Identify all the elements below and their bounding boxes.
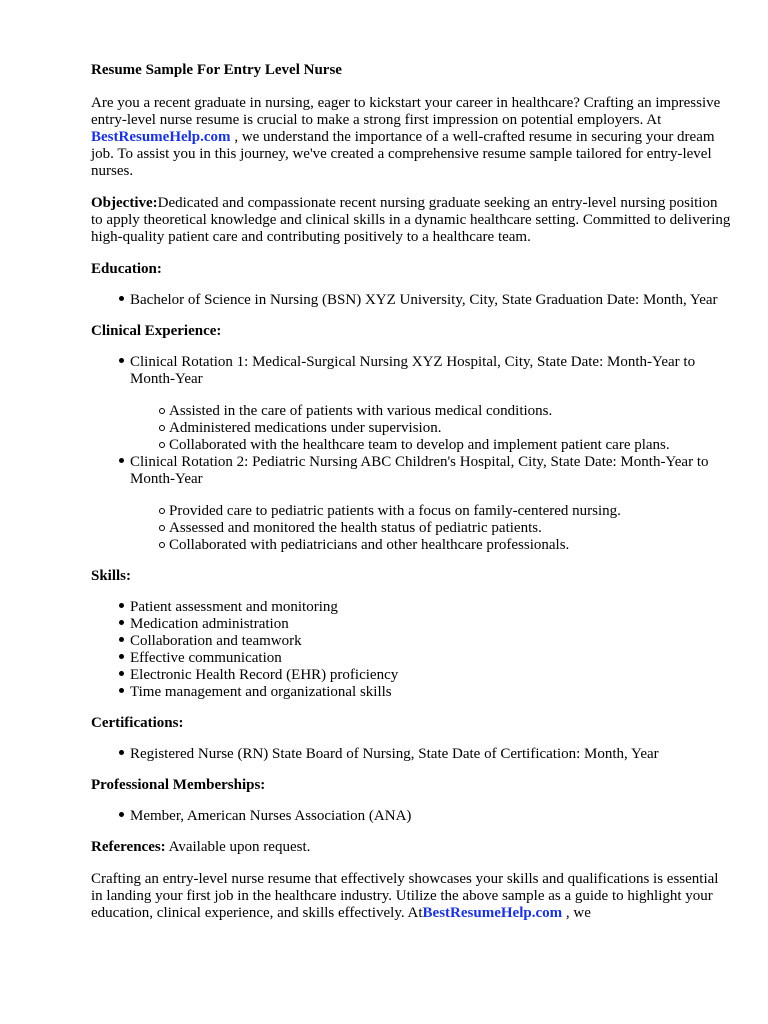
- skill-text: Effective communication: [130, 650, 282, 666]
- list-item: [169, 520, 731, 537]
- skill-text: Medication administration: [130, 616, 289, 632]
- circle-bullet-icon: [159, 525, 165, 531]
- rotation-title: Clinical Rotation 2: Pediatric Nursing ABC Children's Hospital, City, State Date: Month-Year to Month-Year: [130, 454, 709, 487]
- skills-heading: Skills:: [91, 568, 132, 584]
- list-item: [130, 616, 731, 633]
- list-item: [130, 454, 731, 554]
- list-item: [130, 650, 731, 667]
- bullet-icon: [119, 358, 124, 363]
- closing-text-start: Crafting an entry-level nurse resume that effectively showcases your skills and qualifications is essential in landing your first job in the healthcare industry. Utilize the above sample as a guide to highlight your education, clinical experience, and skills effectively. At: [91, 871, 719, 921]
- memberships-list: [91, 808, 731, 825]
- membership-text: Member, American Nurses Association (ANA): [130, 808, 412, 824]
- circle-bullet-icon: [159, 542, 165, 548]
- bullet-icon: [119, 688, 124, 693]
- bullet-icon: [119, 812, 124, 817]
- objective-label: Objective:: [91, 195, 158, 211]
- references-text: Available upon request.: [165, 839, 311, 855]
- closing-paragraph: [91, 871, 731, 922]
- duty-text: Provided care to pediatric patients with a focus on family-centered nursing.: [169, 503, 621, 519]
- rotation-duties-list: [130, 403, 731, 454]
- list-item: [169, 437, 731, 454]
- list-item: [130, 354, 731, 454]
- intro-text-end: , we understand the importance of a well-crafted resume in securing your dream job. To assist you in this journey, we've created a comprehensive resume sample tailored for entry-level nurses.: [91, 129, 715, 179]
- rotation-title: Clinical Rotation 1: Medical-Surgical Nursing XYZ Hospital, City, State Date: Month-Year to Month-Year: [130, 354, 696, 387]
- bullet-icon: [119, 671, 124, 676]
- bullet-icon: [119, 637, 124, 642]
- document-page: [91, 62, 731, 937]
- skills-list: [91, 599, 731, 701]
- duty-text: Assessed and monitored the health status of pediatric patients.: [169, 520, 542, 536]
- bullet-icon: [119, 654, 124, 659]
- list-item: [130, 667, 731, 684]
- bullet-icon: [119, 620, 124, 625]
- skill-text: Electronic Health Record (EHR) proficiency: [130, 667, 399, 683]
- circle-bullet-icon: [159, 442, 165, 448]
- skill-text: Collaboration and teamwork: [130, 633, 302, 649]
- circle-bullet-icon: [159, 408, 165, 414]
- duty-text: Assisted in the care of patients with various medical conditions.: [169, 403, 553, 419]
- circle-bullet-icon: [159, 508, 165, 514]
- duty-text: Collaborated with pediatricians and other healthcare professionals.: [169, 537, 570, 553]
- objective-text: Dedicated and compassionate recent nursing graduate seeking an entry-level nursing position to apply theoretical knowledge and clinical skills in a dynamic healthcare setting. Committed to delivering high-quality patient care and contributing positively to a healthcare team.: [91, 195, 731, 245]
- bullet-icon: [119, 750, 124, 755]
- rotation-duties-list: [130, 503, 731, 554]
- duty-text: Administered medications under supervision.: [169, 420, 442, 436]
- memberships-heading: Professional Memberships:: [91, 777, 266, 793]
- certification-text: Registered Nurse (RN) State Board of Nursing, State Date of Certification: Month, Year: [130, 746, 659, 762]
- closing-site-link[interactable]: BestResumeHelp.com: [422, 905, 563, 921]
- skill-text: Patient assessment and monitoring: [130, 599, 338, 615]
- list-item: [169, 503, 731, 520]
- document-title: Resume Sample For Entry Level Nurse: [91, 62, 342, 78]
- education-heading: Education:: [91, 261, 162, 277]
- list-item: [169, 537, 731, 554]
- list-item: [130, 684, 731, 701]
- closing-text-end: , we: [562, 905, 591, 921]
- list-item: [130, 808, 731, 825]
- education-item-text: Bachelor of Science in Nursing (BSN) XYZ University, City, State Graduation Date: Month, Year: [130, 292, 718, 308]
- intro-paragraph: [91, 95, 731, 180]
- bullet-icon: [119, 296, 124, 301]
- education-list: [91, 292, 731, 309]
- certifications-list: [91, 746, 731, 763]
- intro-site-link[interactable]: BestResumeHelp.com: [91, 129, 231, 145]
- references-label: References:: [91, 839, 166, 855]
- circle-bullet-icon: [159, 425, 165, 431]
- clinical-experience-heading: Clinical Experience:: [91, 323, 222, 339]
- duty-text: Collaborated with the healthcare team to develop and implement patient care plans.: [169, 437, 670, 453]
- certifications-heading: Certifications:: [91, 715, 184, 731]
- list-item: [130, 599, 731, 616]
- list-item: [169, 420, 731, 437]
- list-item: [130, 746, 731, 763]
- objective-paragraph: [91, 195, 731, 246]
- bullet-icon: [119, 603, 124, 608]
- skill-text: Time management and organizational skills: [130, 684, 392, 700]
- list-item: [169, 403, 731, 420]
- list-item: [130, 292, 731, 309]
- clinical-experience-list: [91, 354, 731, 554]
- list-item: [130, 633, 731, 650]
- intro-text-start: Are you a recent graduate in nursing, eager to kickstart your career in healthcare? Crafting an impressive entry-level nurse resume is crucial to make a strong first impression on potential employers. At: [91, 95, 721, 128]
- references-paragraph: [91, 839, 731, 856]
- bullet-icon: [119, 458, 124, 463]
